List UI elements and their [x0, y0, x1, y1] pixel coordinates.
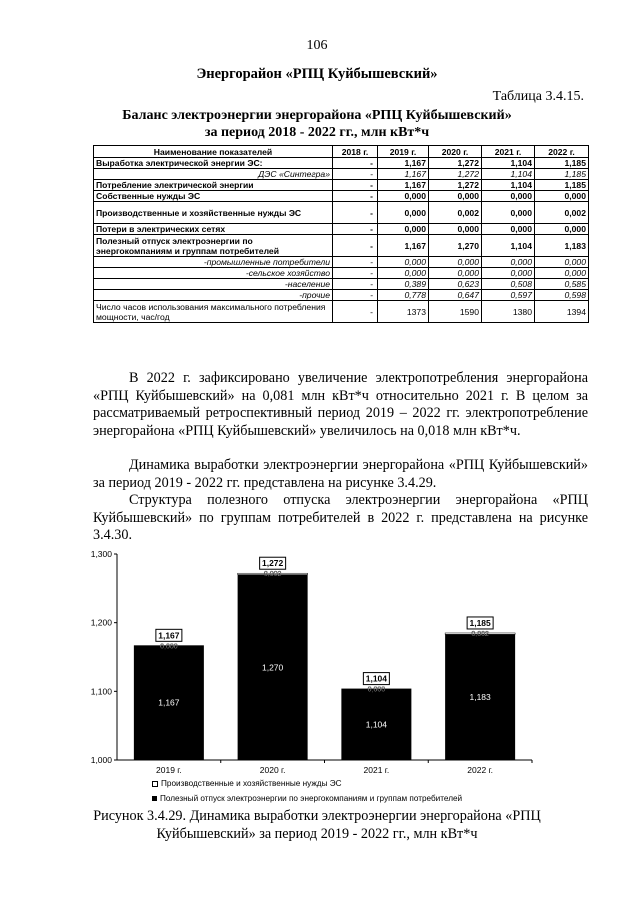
table-cell: 0,000: [429, 191, 482, 202]
col-header: 2020 г.: [429, 146, 482, 158]
table-cell: 0,000: [482, 257, 535, 268]
row-label: -промышленные потребители: [94, 257, 333, 268]
table-cell: 0,000: [482, 191, 535, 202]
y-tick-label: 1,200: [90, 617, 112, 628]
table-cell: 0,000: [378, 202, 429, 224]
table-cell: 0,000: [378, 268, 429, 279]
legend-item-useful-supply: [152, 794, 462, 803]
table-row: [94, 279, 589, 290]
table-cell: -: [333, 180, 378, 191]
table-cell: 0,623: [429, 279, 482, 290]
table-cell: 0,000: [535, 191, 589, 202]
data-label-useful-supply: 1,270: [261, 662, 284, 673]
table-cell: -: [333, 301, 378, 323]
table-title-line1: Баланс электроэнергии энергорайона «РПЦ Куйбышевский»: [122, 108, 512, 123]
table-cell: -: [333, 257, 378, 268]
data-label-production-needs: 0,002: [263, 571, 282, 579]
col-header: 2022 г.: [535, 146, 589, 158]
table-cell: 1394: [535, 301, 589, 323]
table-cell: 1,270: [429, 235, 482, 257]
table-cell: 0,000: [378, 191, 429, 202]
x-tick-label: 2021 г.: [363, 765, 390, 775]
table-cell: -: [333, 268, 378, 279]
page-number: 106: [306, 38, 328, 53]
figure-caption-line2: Куйбышевский» за период 2019 - 2022 гг., млн кВт*ч: [156, 825, 478, 842]
table-cell: 1,272: [429, 169, 482, 180]
table-title-line2: за период 2018 - 2022 гг., млн кВт*ч: [204, 125, 430, 140]
balance-table: [93, 145, 589, 323]
table-cell: 1,185: [535, 158, 589, 169]
table-cell: 1,185: [535, 169, 589, 180]
table-cell: -: [333, 191, 378, 202]
table-row: [94, 257, 589, 268]
table-cell: 0,000: [535, 257, 589, 268]
table-row: [94, 202, 589, 224]
legend-label: Полезный отпуск электроэнергии по энергокомпаниям и группам потребителей: [160, 794, 463, 803]
chart-labels: [156, 557, 493, 729]
row-label: -прочие: [94, 290, 333, 301]
table-cell: 0,000: [535, 224, 589, 235]
data-label-useful-supply: 1,167: [158, 697, 180, 708]
table-row: [94, 224, 589, 235]
table-cell: 0,000: [429, 257, 482, 268]
row-label: -население: [94, 279, 333, 290]
chart-bars: [134, 573, 515, 760]
table-cell: 1590: [429, 301, 482, 323]
row-label: Потребление электрической энергии: [94, 180, 333, 191]
row-label: ДЭС «Синтегра»: [94, 169, 333, 180]
table-cell: -: [333, 224, 378, 235]
row-label: -сельское хозяйство: [94, 268, 333, 279]
table-cell: 0,389: [378, 279, 429, 290]
table-cell: 1,167: [378, 169, 429, 180]
x-tick-label: 2022 г.: [467, 765, 493, 775]
table-cell: 1,183: [535, 235, 589, 257]
table-row: [94, 169, 589, 180]
table-cell: -: [333, 202, 378, 224]
table-cell: -: [333, 290, 378, 301]
table-cell: 0,000: [378, 257, 429, 268]
table-row: [94, 191, 589, 202]
table-cell: 1373: [378, 301, 429, 323]
section-title: Энергорайон «РПЦ Куйбышевский»: [196, 66, 438, 82]
table-cell: 0,000: [482, 224, 535, 235]
table-row: [94, 235, 589, 257]
table-row: [94, 158, 589, 169]
data-label-useful-supply: 1,183: [469, 692, 491, 703]
table-cell: 0,508: [482, 279, 535, 290]
table-row: [94, 290, 589, 301]
figure-caption: [0, 808, 634, 843]
table-number: Таблица 3.4.15.: [492, 89, 584, 104]
table-row: [94, 301, 589, 323]
row-label: Потери в электрических сетях: [94, 224, 333, 235]
table-cell: 0,598: [535, 290, 589, 301]
legend-item-production-needs: [152, 779, 342, 788]
table-cell: 1,104: [482, 180, 535, 191]
table-cell: 0,000: [482, 268, 535, 279]
table-cell: 0,778: [378, 290, 429, 301]
table-cell: -: [333, 235, 378, 257]
table-cell: 0,000: [429, 268, 482, 279]
table-header-row: [94, 146, 589, 158]
row-label: Выработка электрической энергии ЭС:: [94, 158, 333, 169]
table-cell: 0,585: [535, 279, 589, 290]
total-label: 1,185: [469, 617, 491, 628]
x-tick-label: 2020 г.: [259, 765, 286, 775]
y-tick-label: 1,100: [90, 686, 112, 697]
table-cell: 1380: [482, 301, 535, 323]
table-cell: 1,167: [378, 158, 429, 169]
generation-chart: [82, 548, 542, 778]
col-header: 2021 г.: [482, 146, 535, 158]
table-cell: 0,002: [429, 202, 482, 224]
table-cell: 1,104: [482, 169, 535, 180]
table-row: [94, 180, 589, 191]
figure-caption-line1: Рисунок 3.4.29. Динамика выработки электроэнергии энергорайона «РПЦ: [93, 808, 541, 824]
row-label: Производственные и хозяйственные нужды ЭС: [94, 202, 333, 224]
table-cell: 1,104: [482, 235, 535, 257]
table-cell: 1,272: [429, 180, 482, 191]
y-tick-label: 1,000: [90, 755, 112, 765]
table-cell: 0,000: [482, 202, 535, 224]
legend-label: Производственные и хозяйственные нужды ЭС: [161, 779, 342, 788]
table-cell: -: [333, 169, 378, 180]
table-cell: 1,272: [429, 158, 482, 169]
y-tick-label: 1,300: [90, 549, 112, 559]
total-label: 1,104: [365, 673, 388, 684]
table-cell: -: [333, 279, 378, 290]
data-label-useful-supply: 1,104: [365, 719, 388, 730]
total-label: 1,167: [158, 630, 180, 641]
table-cell: 0,597: [482, 290, 535, 301]
row-label: Собственные нужды ЭС: [94, 191, 333, 202]
legend-swatch-black: [152, 796, 157, 801]
row-label: Число часов использования максимального потребления мощности, час/год: [94, 301, 333, 323]
paragraph-structure: Структура полезного отпуска электроэнергии энергорайона «РПЦ Куйбышевский» по группам потребителей в 2022 г. представлена на рисунке 3.4.30.: [93, 492, 588, 543]
total-label: 1,272: [261, 558, 284, 569]
table-row: [94, 268, 589, 279]
table-cell: -: [333, 158, 378, 169]
x-tick-label: 2019 г.: [156, 765, 182, 775]
paragraph-consumption: В 2022 г. зафиксировано увеличение электропотребления энергорайона «РПЦ Куйбышевский» на 0,081 млн кВт*ч относительно 2021 г. В целом за рассматриваемый ретроспективный период 2019 – 2022 гг. электропотребление энергорайона «РПЦ Куйбышевский» увеличилось на 0,018 млн кВт*ч.: [93, 370, 588, 439]
table-cell: 0,000: [429, 224, 482, 235]
table-cell: 0,002: [535, 202, 589, 224]
data-label-production-needs: 0,000: [367, 686, 386, 694]
table-cell: 1,167: [378, 235, 429, 257]
table-cell: 0,000: [535, 268, 589, 279]
table-cell: 1,104: [482, 158, 535, 169]
table-cell: 1,185: [535, 180, 589, 191]
col-header: 2019 г.: [378, 146, 429, 158]
data-label-production-needs: 0,000: [160, 643, 178, 651]
col-header: 2018 г.: [333, 146, 378, 158]
table-cell: 0,647: [429, 290, 482, 301]
data-label-production-needs: 0,002: [471, 630, 489, 638]
table-cell: 1,167: [378, 180, 429, 191]
col-header: Наименование показателей: [94, 146, 333, 158]
paragraph-dynamics: Динамика выработки электроэнергии энергорайона «РПЦ Куйбышевский» за период 2019 - 2022 гг. представлена на рисунке 3.4.29.: [93, 457, 588, 491]
table-title: [0, 107, 634, 141]
row-label: Полезный отпуск электроэнергии по энергокомпаниям и группам потребителей: [94, 235, 333, 257]
table-cell: 0,000: [378, 224, 429, 235]
legend-swatch-white: [152, 781, 158, 787]
